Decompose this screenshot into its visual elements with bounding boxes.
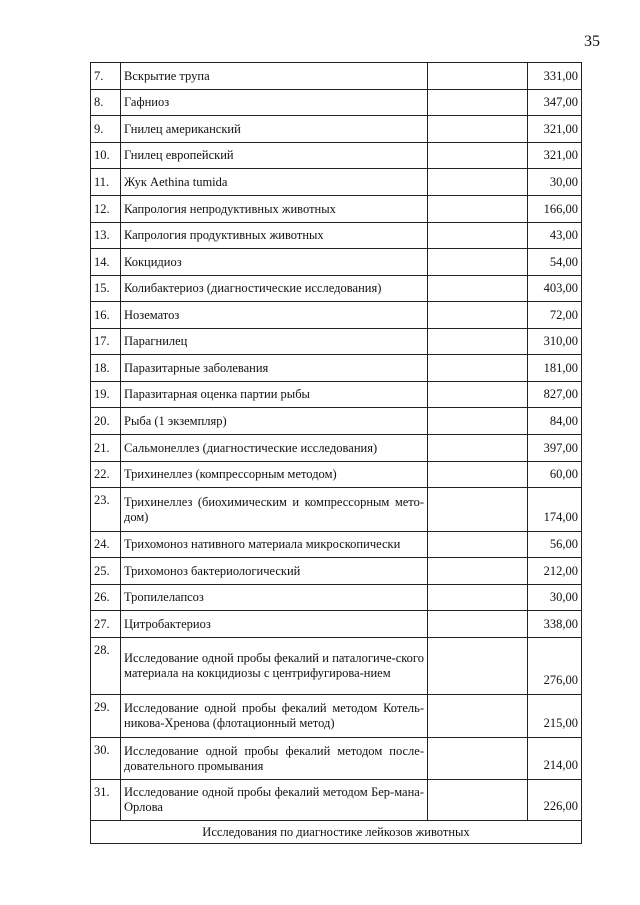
service-name: Тропилелапсоз	[121, 585, 428, 611]
service-price: 174,00	[528, 488, 582, 532]
service-name: Жук Aethina tumida	[121, 169, 428, 196]
row-number: 16.	[91, 302, 121, 329]
service-price: 397,00	[528, 435, 582, 462]
service-price: 72,00	[528, 302, 582, 329]
empty-cell	[428, 695, 528, 738]
service-price: 321,00	[528, 116, 582, 143]
service-name: Гнилец американский	[121, 116, 428, 143]
empty-cell	[428, 223, 528, 249]
empty-cell	[428, 249, 528, 276]
service-price: 347,00	[528, 90, 582, 116]
table-row	[91, 90, 582, 116]
row-number: 14.	[91, 249, 121, 276]
row-number: 9.	[91, 116, 121, 143]
empty-cell	[428, 585, 528, 611]
empty-cell	[428, 408, 528, 435]
empty-cell	[428, 638, 528, 695]
empty-cell	[428, 488, 528, 532]
service-price: 181,00	[528, 355, 582, 382]
table-row	[91, 276, 582, 302]
empty-cell	[428, 355, 528, 382]
table-row	[91, 611, 582, 638]
row-number: 13.	[91, 223, 121, 249]
service-name: Рыба (1 экземпляр)	[121, 408, 428, 435]
service-name: Вскрытие трупа	[121, 63, 428, 90]
service-name: Исследование одной пробы фекалий методом Котель-никова-Хренова (флотационный метод)	[121, 695, 428, 738]
empty-cell	[428, 143, 528, 169]
row-number: 30.	[91, 738, 121, 780]
service-name: Колибактериоз (диагностические исследования)	[121, 276, 428, 302]
service-price: 84,00	[528, 408, 582, 435]
service-name: Сальмонеллез (диагностические исследования)	[121, 435, 428, 462]
service-price: 321,00	[528, 143, 582, 169]
row-number: 31.	[91, 780, 121, 821]
empty-cell	[428, 558, 528, 585]
table-row	[91, 695, 582, 738]
service-price: 60,00	[528, 462, 582, 488]
empty-cell	[428, 382, 528, 408]
table-row	[91, 532, 582, 558]
service-price: 310,00	[528, 329, 582, 355]
empty-cell	[428, 780, 528, 821]
service-name: Капрология непродуктивных животных	[121, 196, 428, 223]
empty-cell	[428, 302, 528, 329]
service-price: 43,00	[528, 223, 582, 249]
table-row	[91, 462, 582, 488]
table-row	[91, 435, 582, 462]
service-name: Исследование одной пробы фекалий методом Бер-мана-Орлова	[121, 780, 428, 821]
service-price: 338,00	[528, 611, 582, 638]
row-number: 27.	[91, 611, 121, 638]
row-number: 8.	[91, 90, 121, 116]
service-name: Трихомоноз бактериологический	[121, 558, 428, 585]
service-name: Паразитарные заболевания	[121, 355, 428, 382]
service-name: Гнилец европейский	[121, 143, 428, 169]
empty-cell	[428, 196, 528, 223]
service-name: Исследование одной пробы фекалий методом после-довательного промывания	[121, 738, 428, 780]
row-number: 20.	[91, 408, 121, 435]
row-number: 21.	[91, 435, 121, 462]
section-title: Исследования по диагностике лейкозов животных	[91, 821, 582, 844]
row-number: 10.	[91, 143, 121, 169]
table-row	[91, 638, 582, 695]
row-number: 11.	[91, 169, 121, 196]
service-name: Трихинеллез (компрессорным методом)	[121, 462, 428, 488]
table-row	[91, 382, 582, 408]
row-number: 22.	[91, 462, 121, 488]
service-name: Гафниоз	[121, 90, 428, 116]
empty-cell	[428, 435, 528, 462]
price-table-body	[91, 63, 582, 844]
service-price: 827,00	[528, 382, 582, 408]
empty-cell	[428, 532, 528, 558]
table-row	[91, 585, 582, 611]
service-name: Парагнилец	[121, 329, 428, 355]
row-number: 25.	[91, 558, 121, 585]
row-number: 17.	[91, 329, 121, 355]
service-price: 30,00	[528, 585, 582, 611]
empty-cell	[428, 738, 528, 780]
service-price: 403,00	[528, 276, 582, 302]
service-price: 56,00	[528, 532, 582, 558]
row-number: 24.	[91, 532, 121, 558]
table-row	[91, 63, 582, 90]
page-number: 35	[584, 33, 600, 50]
service-price: 214,00	[528, 738, 582, 780]
service-name: Нозематоз	[121, 302, 428, 329]
table-row	[91, 302, 582, 329]
price-table	[90, 62, 582, 844]
row-number: 29.	[91, 695, 121, 738]
service-price: 226,00	[528, 780, 582, 821]
row-number: 23.	[91, 488, 121, 532]
empty-cell	[428, 169, 528, 196]
service-price: 54,00	[528, 249, 582, 276]
row-number: 19.	[91, 382, 121, 408]
service-price: 212,00	[528, 558, 582, 585]
table-row	[91, 780, 582, 821]
row-number: 28.	[91, 638, 121, 695]
row-number: 15.	[91, 276, 121, 302]
empty-cell	[428, 63, 528, 90]
table-row	[91, 196, 582, 223]
table-row	[91, 169, 582, 196]
table-row	[91, 116, 582, 143]
empty-cell	[428, 611, 528, 638]
service-name: Кокцидиоз	[121, 249, 428, 276]
table-row	[91, 143, 582, 169]
service-name: Трихомоноз нативного материала микроскопически	[121, 532, 428, 558]
empty-cell	[428, 90, 528, 116]
service-price: 331,00	[528, 63, 582, 90]
table-row	[91, 488, 582, 532]
table-row	[91, 223, 582, 249]
service-name: Цитробактериоз	[121, 611, 428, 638]
table-row	[91, 329, 582, 355]
table-row	[91, 738, 582, 780]
empty-cell	[428, 462, 528, 488]
service-price: 30,00	[528, 169, 582, 196]
service-name: Исследование одной пробы фекалий и паталогиче-ского материала на кокцидиозы с центрифугирова-нием	[121, 638, 428, 695]
section-header-row	[91, 821, 582, 844]
row-number: 12.	[91, 196, 121, 223]
table-row	[91, 558, 582, 585]
service-name: Трихинеллез (биохимическим и компрессорным мето-дом)	[121, 488, 428, 532]
service-name: Паразитарная оценка партии рыбы	[121, 382, 428, 408]
service-price: 215,00	[528, 695, 582, 738]
service-name: Капрология продуктивных животных	[121, 223, 428, 249]
row-number: 26.	[91, 585, 121, 611]
row-number: 7.	[91, 63, 121, 90]
row-number: 18.	[91, 355, 121, 382]
empty-cell	[428, 276, 528, 302]
empty-cell	[428, 116, 528, 143]
empty-cell	[428, 329, 528, 355]
service-price: 276,00	[528, 638, 582, 695]
table-row	[91, 408, 582, 435]
service-price: 166,00	[528, 196, 582, 223]
table-row	[91, 355, 582, 382]
table-row	[91, 249, 582, 276]
